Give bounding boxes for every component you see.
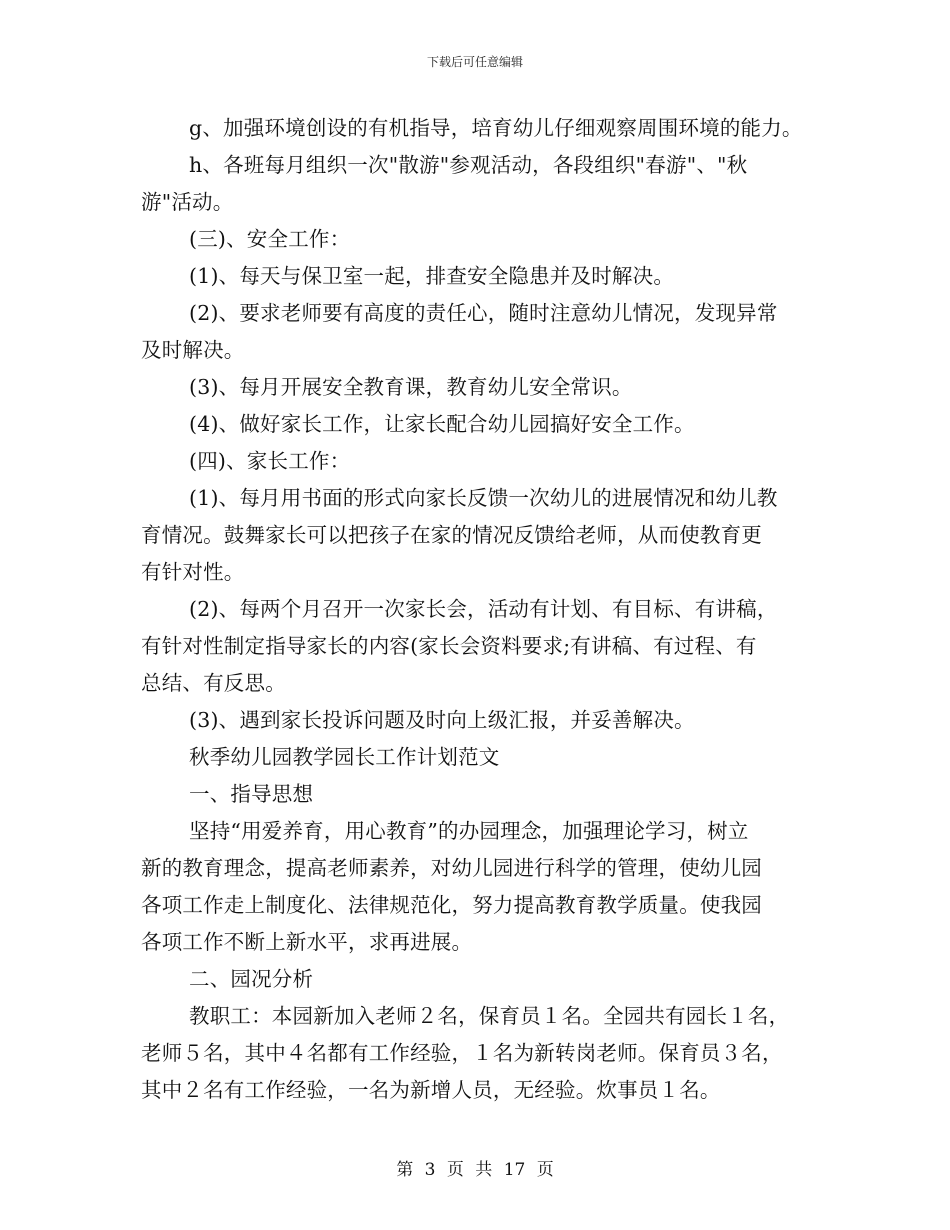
text-line: 其中２名有工作经验，一名为新增人员，无经验。炊事员１名。 — [141, 1078, 721, 1102]
page-footer: 第 3 页 共 17 页 — [396, 1160, 554, 1180]
document-body — [141, 110, 821, 1109]
text-line: h、各班每月组织一次"散游"参观活动，各段组织"春游"、"秋 — [189, 153, 748, 177]
page-header: 下载后可任意编辑 — [426, 55, 523, 69]
text-line: (4)、做好家长工作，让家长配合幼儿园搞好安全工作。 — [189, 412, 695, 436]
text-line: 教职工：本园新加入老师２名，保育员１名。全园共有园长１名， — [189, 1004, 790, 1028]
text-line: 老师５名，其中４名都有工作经验，１名为新转岗老师。保育员３名， — [141, 1041, 783, 1065]
text-line: (3)、每月开展安全教育课，教育幼儿安全常识。 — [189, 375, 633, 399]
text-line: (1)、每月用书面的形式向家长反馈一次幼儿的进展情况和幼儿教 — [189, 486, 778, 510]
text-line: (2)、要求老师要有高度的责任心，随时注意幼儿情况，发现异常 — [189, 301, 778, 325]
text-line: 及时解决。 — [141, 338, 245, 362]
text-line: g、加强环境创设的有机指导，培育幼儿仔细观察周围环境的能力。 — [189, 116, 803, 140]
text-line: 有针对性制定指导家长的内容(家长会资料要求;有讲稿、有过程、有 — [141, 634, 757, 658]
text-line: 总结、有反思。 — [141, 671, 286, 695]
text-line: 一、指导思想 — [189, 782, 314, 806]
text-line: 秋季幼儿园教学园长工作计划范文 — [189, 745, 500, 769]
text-line: 新的教育理念，提高老师素养，对幼儿园进行科学的管理，使幼儿园 — [141, 856, 762, 880]
text-line: (2)、每两个月召开一次家长会，活动有计划、有目标、有讲稿， — [189, 597, 778, 621]
text-line: 各项工作不断上新水平，求再进展。 — [141, 930, 473, 954]
text-line: 各项工作走上制度化、法律规范化，努力提高教育教学质量。使我园 — [141, 893, 762, 917]
text-line: (三)、安全工作： — [189, 227, 351, 251]
text-line: 育情况。鼓舞家长可以把孩子在家的情况反馈给老师，从而使教育更 — [141, 523, 762, 547]
text-line: 游"活动。 — [141, 190, 234, 214]
text-line: (3)、遇到家长投诉问题及时向上级汇报，并妥善解决。 — [189, 708, 695, 732]
text-line: 坚持“用爱养育，用心教育”的办园理念，加强理论学习，树立 — [189, 819, 749, 843]
text-line: (四)、家长工作： — [189, 449, 351, 473]
text-line: (1)、每天与保卫室一起，排查安全隐患并及时解决。 — [189, 264, 675, 288]
text-line: 二、园况分析 — [189, 967, 314, 991]
text-line: 有针对性。 — [141, 560, 245, 584]
